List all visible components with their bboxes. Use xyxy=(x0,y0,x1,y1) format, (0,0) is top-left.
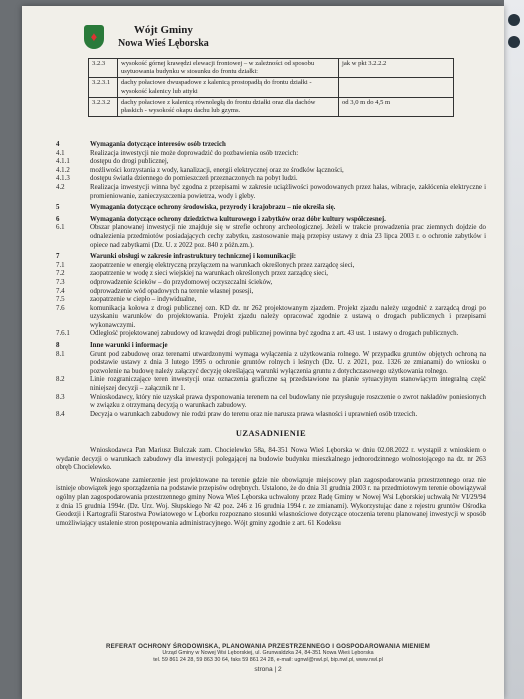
list-item xyxy=(56,288,486,297)
page-footer xyxy=(62,643,474,673)
list-item xyxy=(56,224,486,250)
letterhead-subtitle: Nowa Wieś Lęborska xyxy=(118,38,209,49)
list-item xyxy=(56,411,486,420)
item-text: Realizacja inwestycji winna być zgodna z przepisami w zakresie uciążliwości powodowanych przez hałas, wibracje, zakłócenia elektryczne i promieniowanie, zanieczyszczenia powietrza, wody i gleby. xyxy=(90,183,486,200)
coat-of-arms-icon: ♦ xyxy=(84,25,104,49)
item-text: możliwości korzystania z wody, kanalizacji, energii elektrycznej oraz ze środków łączności, xyxy=(90,166,344,174)
justification-paragraph: Wnioskowane zamierzenie jest projektowane na terenie gdzie nie obowiązuje miejscowy plan zagospodarowania przestrzennego oraz nie istnieje obowiązek jego sporządzenia na podstawie przepisów odrębnych. Ustalono, że do dnia 31 grudnia 2003 r. na przedmiotowym terenie obowiązywał ogólny plan zagospodarowania przestrzennego gminy Nowa Wieś Lęborska uchwalony przez Radę Gminy w Nowej Wsi Lęborskiej uchwałą Nr VI/29/94 z dnia 15 grudnia 1994r. (Dz. Urz. Woj. Słupskiego Nr 42 poz. 246 z 16 grudnia 1994 r. ze zmianami). Wykorzystując dane z rejestru gruntów Ośrodka Geodezji i Kartografii Starostwa Powiatowego w Lęborku rozpoznano stosunki własnościowe dotyczące otoczenia terenu planowanej inwestycji w sposób umożliwiający ustalenie stron postępowania administracyjnego. Wójt gminy zgodnie z art. 61 Kodeksu xyxy=(56,476,486,527)
item-number: 4.1.2 xyxy=(56,166,70,174)
footer-address: Urząd Gminy w Nowej Wsi Lęborskiej, ul. Grunwaldzka 24, 84-351 Nowa Wieś Lęborska xyxy=(162,650,374,656)
item-text: Decyzja o warunkach zabudowy nie rodzi praw do terenu oraz nie narusza prawa własności i uprawnień osób trzecich. xyxy=(90,410,418,418)
section-heading xyxy=(56,141,486,150)
table-cell-description: dachy połaciowe z kalenicą równoległą do frontu działki oraz dla dachów płaskich - wysokość okapu dachu lub gzyms. xyxy=(118,97,339,116)
item-number: 7.1 xyxy=(56,261,65,269)
item-number: 8.3 xyxy=(56,393,65,401)
dot-icon xyxy=(508,14,520,26)
list-item xyxy=(56,158,486,167)
item-number: 7.5 xyxy=(56,296,65,304)
item-number: 8.4 xyxy=(56,410,65,418)
table-cell-value: jak w pkt 3.2.2.2 xyxy=(339,59,454,78)
list-item xyxy=(56,330,486,339)
list-item xyxy=(56,167,486,176)
item-number: 7.2 xyxy=(56,270,65,278)
list-item xyxy=(56,376,486,393)
letterhead xyxy=(84,24,209,50)
item-text: Wnioskodawcy, który nie uzyskał prawa dysponowania terenem na cel budowlany nie przysługuje roszczenie o zwrot nakładów poniesionych w związku z otrzymaną decyzją o warunkach zabudowy. xyxy=(90,393,486,410)
justification-paragraph: Wnioskodawca Pan Mariusz Bulczak zam. Chocielewko 58a, 84-351 Nowa Wieś Lęborska w dniu 02.08.2022 r. wystąpił z wnioskiem o wydanie decyzji o warunkach zabudowy dla inwestycji polegającej na budowie budynku mieszkalnego jednorodzinnego wolnostojącego na dz. nr 263 obręb Chocielewko. xyxy=(56,447,486,472)
table-cell-number: 3.2.3.1 xyxy=(89,78,118,97)
section-title: Warunki obsługi w zakresie infrastruktury technicznej i komunikacji: xyxy=(90,253,297,261)
list-item xyxy=(56,262,486,271)
table-cell-number: 3.2.3.2 xyxy=(89,97,118,116)
list-item xyxy=(56,351,486,377)
item-text: Linie rozgraniczające teren inwestycji oraz oznaczenia graficzne są przedstawione na planie sytuacyjnym stanowiącym integralną część niniejszej decyzji – załącznik nr 1. xyxy=(90,376,486,393)
document-page xyxy=(22,6,504,699)
section-number: 5 xyxy=(56,204,60,212)
dot-icon xyxy=(508,36,520,48)
item-text: komunikacja kołowa z drogi publicznej ozn. KD dz. nr 262 projektowanym zjazdem. Projekt zjazdu należy uzgodnić z zarządcą drogi po uzyskaniu warunków do projektowania. Projekt zjazdu należy opracować zgodnie z ustawą o drogach publicznych i przepisami wykonawczymi. xyxy=(90,304,486,329)
item-text: zaopatrzenie w energię elektryczną przyłączem na warunkach określonych przez zarządcę sieci, xyxy=(90,261,355,269)
section-heading xyxy=(56,342,486,351)
item-text: odprowadzenie ścieków – do przydomowej oczyszczalni ścieków, xyxy=(90,278,273,286)
table-cell-number: 3.2.3 xyxy=(89,59,118,78)
item-number: 6.1 xyxy=(56,224,65,232)
footer-contact: tel. 59 861 24 28, 59 863 30 64, faks 59 861 24 28, e-mail: ugnwl@nwl.pl, bip.nwl.pl, www.nwl.pl xyxy=(153,657,383,663)
background-strip xyxy=(504,0,524,699)
item-number: 8.1 xyxy=(56,350,65,358)
table-cell-value xyxy=(339,78,454,97)
item-text: zaopatrzenie w wodę z sieci wiejskiej na warunkach określonych przez zarządcę sieci, xyxy=(90,270,328,278)
table-cell-description: dachy połaciowe dwuspadowe z kalenicą prostopadłą do frontu działki - wysokość kalenicy lub attyki xyxy=(118,78,339,97)
section-heading xyxy=(56,253,486,262)
item-text: dostępu światła dziennego do pomieszczeń przeznaczonych na pobyt ludzi. xyxy=(90,175,298,183)
list-item xyxy=(56,394,486,411)
item-text: Odległość projektowanej zabudowy od krawędzi drogi publicznej powinna być zgodna z art. 43 ust. 1 ustawy o drogach publicznych. xyxy=(90,330,459,338)
item-number: 4.1 xyxy=(56,149,65,157)
section-heading xyxy=(56,204,486,213)
table-row xyxy=(89,59,454,78)
section-number: 6 xyxy=(56,215,60,223)
table-cell-description: wysokość górnej krawędzi elewacji frontowej – w zależności od sposobu usytuowania budynku w stosunku do frontu działki: xyxy=(118,59,339,78)
section-title: Wymagania dotyczące interesów osób trzecich xyxy=(90,141,226,148)
table-cell-value: od 3,0 m do 4,5 m xyxy=(339,97,454,116)
letterhead-title: Wójt Gminy xyxy=(133,24,193,36)
item-number: 4.1.3 xyxy=(56,175,70,183)
item-text: dostępu do drogi publicznej, xyxy=(90,158,169,166)
item-text: odprowadzenie wód opadowych na terenie własnej posesji, xyxy=(90,287,254,295)
item-number: 4.1.1 xyxy=(56,158,70,166)
table-row xyxy=(89,78,454,97)
section-number: 4 xyxy=(56,141,60,148)
item-number: 4.2 xyxy=(56,183,65,191)
decision-content xyxy=(56,138,486,528)
item-text: Grunt pod zabudowę oraz terenami utwardzonymi wymaga wyłączenia z użytkowania rolnego. W przypadku gruntów objętych ochroną na podstawie ustawy z dnia 3 lutego 1995 o ochronie gruntów rolnych i leśnych (Dz. U. z 2021, poz. 1326 ze zmianami) do wniosku o pozwolenie na budowę należy załączyć decyzję określającą warunki wyłączenia gruntu z dotychczasowego użytkowania rolnego. xyxy=(90,350,486,375)
list-item xyxy=(56,150,486,159)
item-number: 7.3 xyxy=(56,278,65,286)
section-heading xyxy=(56,216,486,225)
item-text: Realizacja inwestycji nie może doprowadzić do pozbawienia osób trzecich: xyxy=(90,149,299,157)
footer-department: REFERAT OCHRONY ŚRODOWISKA, PLANOWANIA PRZESTRZENNEGO I GOSPODAROWANIA MIENIEM xyxy=(106,643,430,650)
uzasadnienie-title: UZASADNIENIE xyxy=(235,429,307,439)
parameters-table xyxy=(88,58,454,117)
item-number: 7.6.1 xyxy=(56,330,70,338)
list-item xyxy=(56,184,486,201)
item-text: zaopatrzenie w ciepło – indywidualne, xyxy=(90,296,197,304)
item-number: 7.6 xyxy=(56,304,65,312)
section-title: Wymagania dotyczące ochrony środowiska, przyrody i krajobrazu – nie określa się. xyxy=(90,204,336,212)
section-number: 8 xyxy=(56,342,60,350)
item-number: 7.4 xyxy=(56,287,65,295)
page-number: strona | 2 xyxy=(254,666,282,673)
section-title: Wymagania dotyczące ochrony dziedzictwa kulturowego i zabytków oraz dóbr kultury współczesnej. xyxy=(90,215,386,223)
item-text: Obszar planowanej inwestycji nie znajduje się w strefie ochrony archeologicznej. Jeżeli w trakcie prowadzenia prac ziemnych dojdzie do odnalezienia przedmiotów posiadających cechy zabytku, zastosowanie mają przepisy ustawy z dnia 23 lipca 2003 r. o ochronie zabytków i opiece nad zabytkami (Dz. U. z 2022 poz. 840 z późn.zm.). xyxy=(90,224,486,249)
table-row xyxy=(89,97,454,116)
item-number: 8.2 xyxy=(56,376,65,384)
list-item xyxy=(56,296,486,305)
section-number: 7 xyxy=(56,253,60,261)
list-item xyxy=(56,270,486,279)
list-item xyxy=(56,175,486,184)
list-item xyxy=(56,305,486,331)
list-item xyxy=(56,279,486,288)
section-title: Inne warunki i informacje xyxy=(90,342,168,350)
